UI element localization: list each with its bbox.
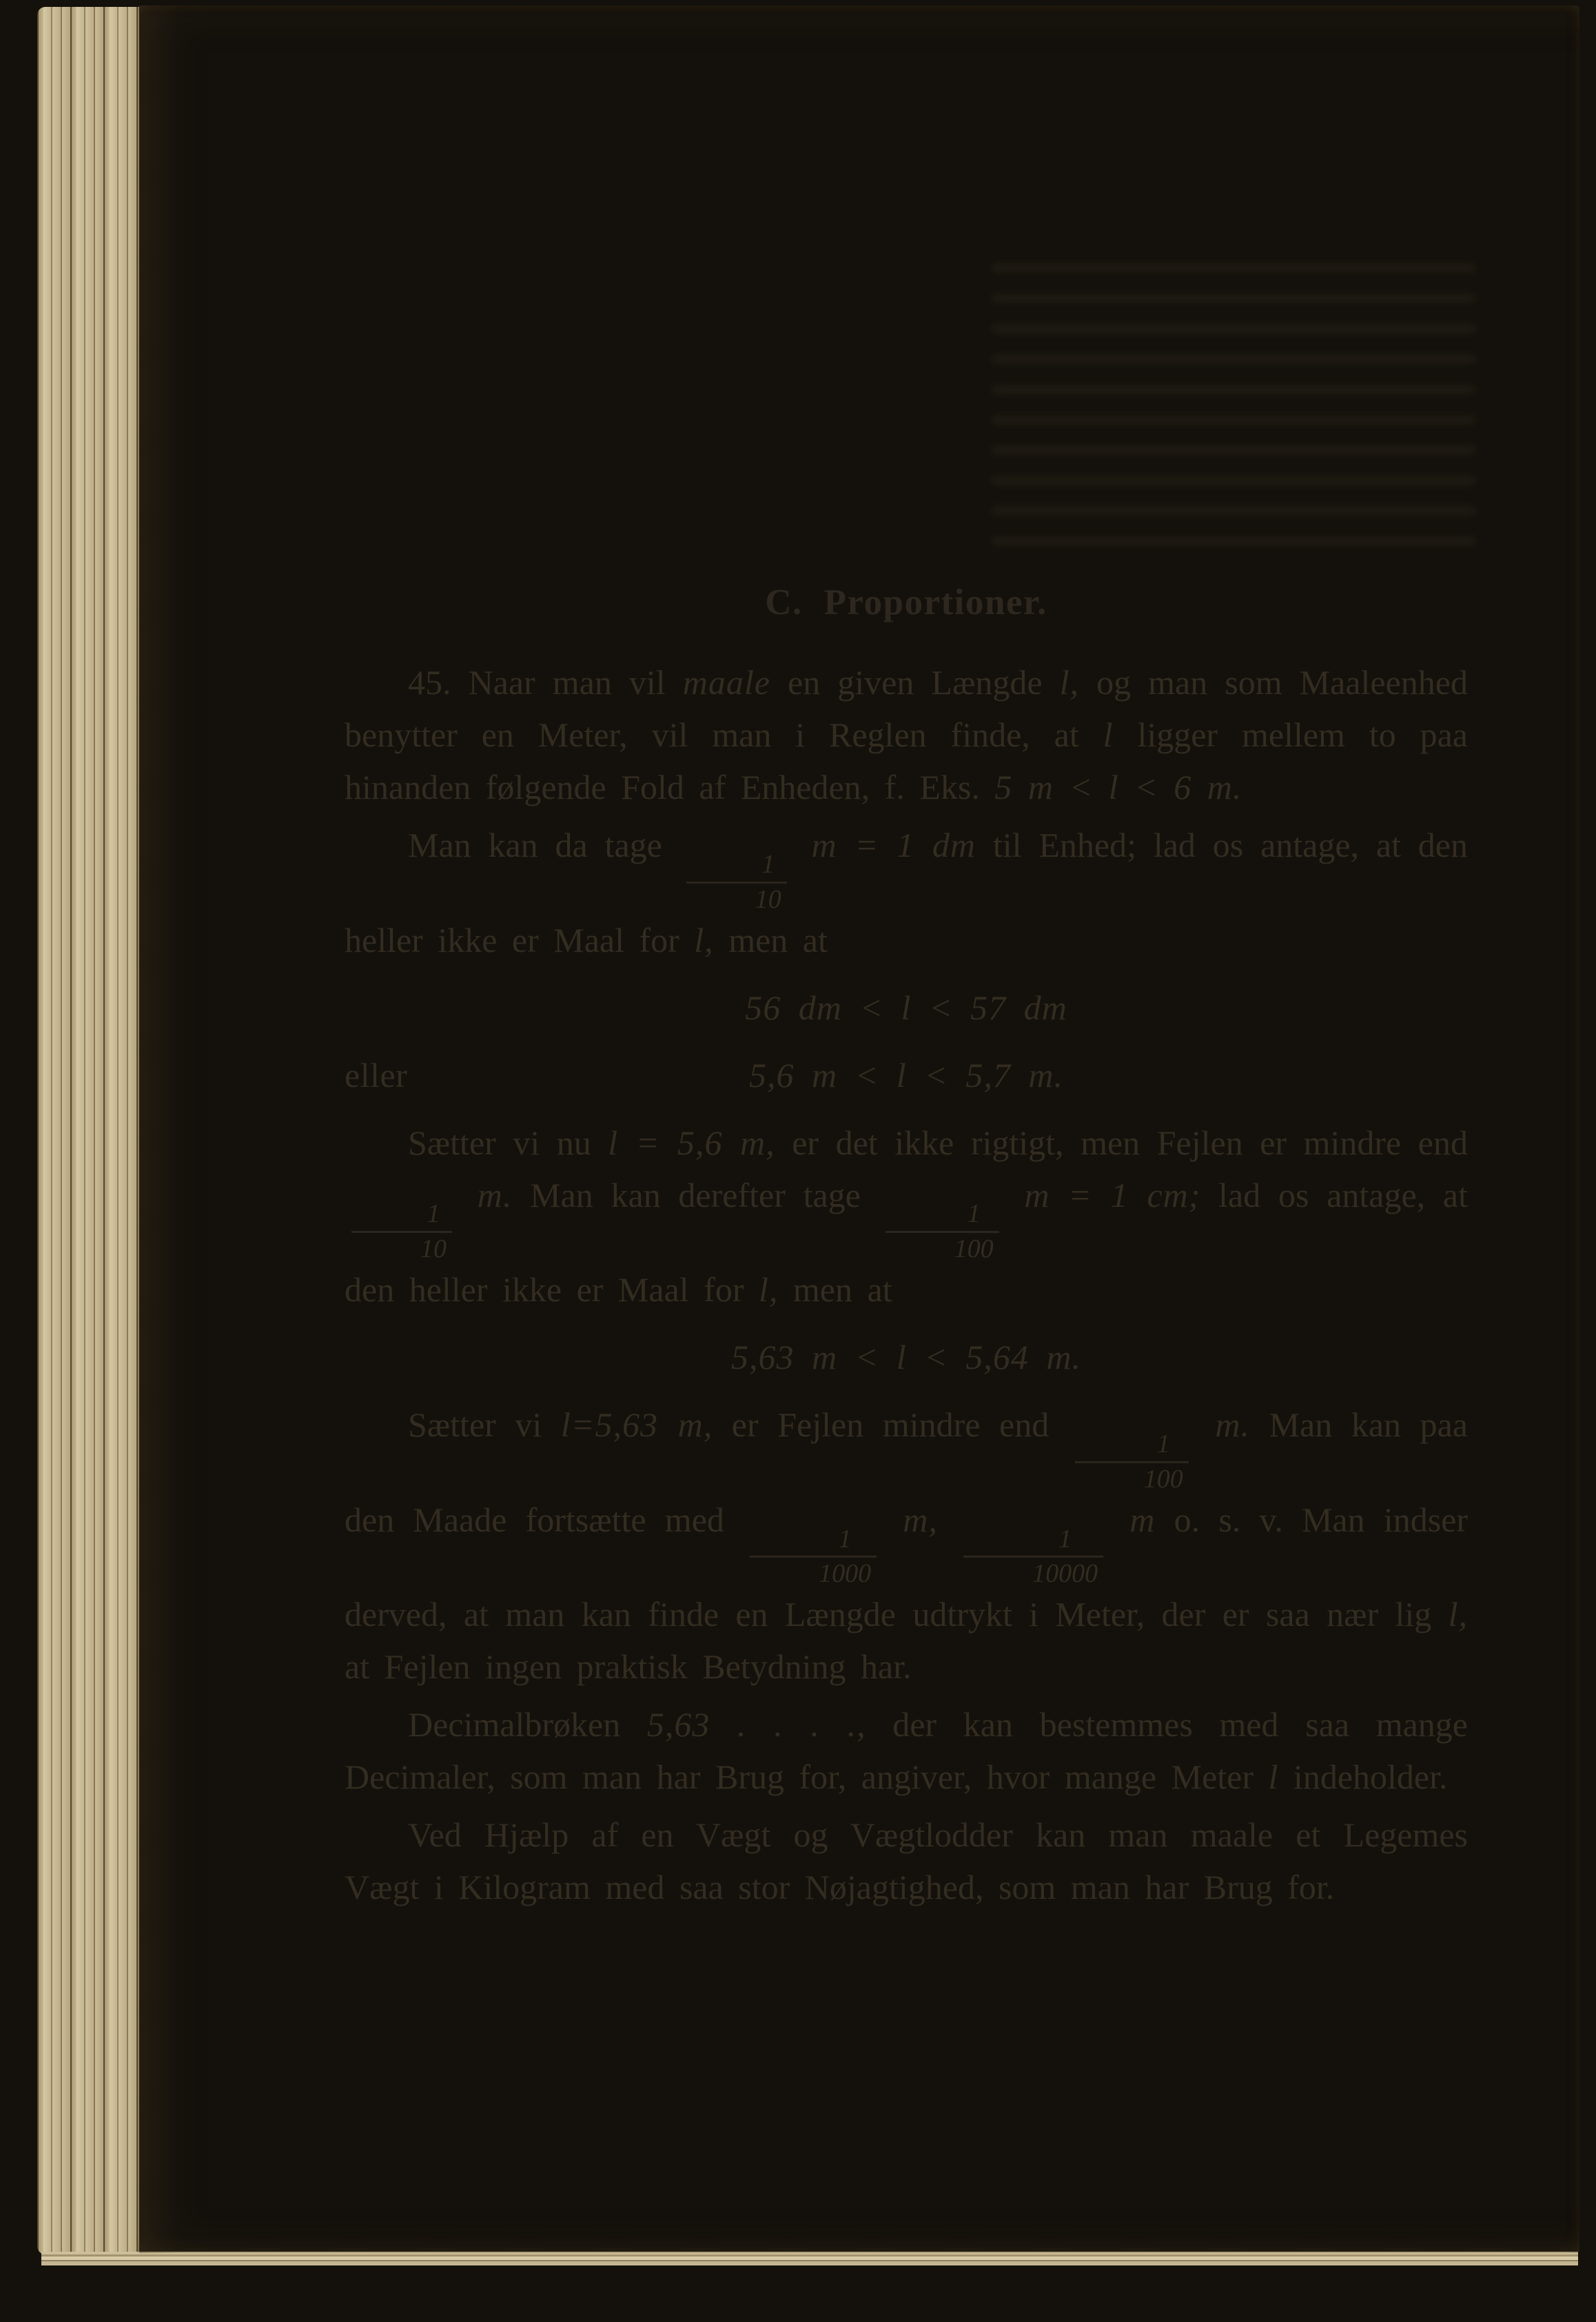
fraction — [750, 1526, 877, 1589]
fraction-numerator: 1 — [761, 849, 775, 879]
para-saetter-563: Sætter vi l=5,63 m, er Fejlen mindre end $\frac{1}{100}$ m. Man kan paa den Maade fortsætte med $\frac{1}{1000}$ m, $\frac{1}{10000}$ m o. s. v. Man indser derved, at man kan finde en Længde udtrykt i Meter, der er saa nær lig l, at Fejlen ingen praktisk Betydning har. — [345, 1405, 1469, 1687]
math-italic: l — [1268, 1758, 1279, 1797]
fraction-numerator: 1 — [838, 1524, 852, 1554]
book-bottom-edges — [41, 2252, 1578, 2265]
math-italic: m. — [459, 1175, 513, 1214]
fraction-denominator: 100 — [1075, 1461, 1189, 1494]
fraction-numerator: 1 — [1156, 1429, 1170, 1458]
fraction-numerator: 1 — [427, 1199, 440, 1229]
equation-dm — [345, 981, 1468, 1034]
math-italic: l, — [1448, 1595, 1468, 1634]
para-tage-enhed: Man kan da tage $\frac{1}{10}$ m = 1 dm til Enhed; lad os antage, at den heller ikke er Maal for l, men at — [345, 826, 1468, 959]
text-block — [345, 6, 1468, 1919]
equation-label: eller — [345, 1055, 408, 1094]
math-italic: l=5,63 m, — [560, 1405, 713, 1445]
fraction — [963, 1526, 1103, 1589]
fraction — [686, 851, 787, 914]
para-saetter-5-6: Sætter vi nu l = 5,6 m, er det ikke rigtigt, men Fejlen er mindre end $\frac{1}{10}$ m. Man kan derefter tage $\frac{1}{100}$ m = 1 cm; lad os antage, at den heller ikke er Maal for l, men at — [345, 1123, 1468, 1310]
math-italic: maale — [682, 663, 770, 702]
math-italic: 5 m < l < 6 m. — [994, 768, 1242, 806]
fraction-denominator: 10000 — [963, 1556, 1103, 1588]
fraction-denominator: 10 — [686, 882, 787, 914]
fraction-denominator: 100 — [886, 1231, 999, 1263]
math-italic: m — [1110, 1500, 1156, 1539]
math-italic: l = 5,6 m, — [608, 1123, 775, 1162]
para-decimalbroeken: Decimalbrøken 5,63 . . . ., der kan bestemmes med saa mange Decimaler, som man har Brug for, angiver, hvor mange Meter l indeholder. — [345, 1705, 1468, 1797]
equation-m — [345, 1049, 1468, 1101]
math-italic: m, — [883, 1500, 938, 1539]
book-page — [138, 6, 1579, 2253]
math-italic: m = 1 cm; — [1005, 1175, 1201, 1214]
section-heading: C. Proportioner. — [765, 582, 1047, 622]
equation-text: 5,63 m < l < 5,64 m. — [730, 1338, 1082, 1377]
fraction — [1075, 1431, 1189, 1494]
math-italic: l, — [758, 1270, 779, 1310]
equation-text: 5,6 m < l < 5,7 m. — [748, 1055, 1064, 1094]
math-italic: 5,63 . . . ., — [646, 1705, 866, 1744]
fraction — [886, 1201, 999, 1263]
fraction-denominator: 1000 — [750, 1556, 877, 1588]
equation-563 — [345, 1331, 1468, 1383]
equation-text: 56 dm < l < 57 dm — [745, 988, 1067, 1027]
fraction-numerator: 1 — [967, 1199, 981, 1229]
math-italic: m = 1 dm — [793, 826, 976, 864]
fraction-denominator: 10 — [351, 1231, 452, 1263]
math-italic: l, — [694, 920, 714, 959]
math-italic: l, — [1059, 663, 1079, 702]
math-italic: m. — [1195, 1405, 1250, 1445]
para-45-intro: 45. Naar man vil maale en given Længde l, og man som Maaleenhed benytter en Meter, vil man i Reglen finde, at l ligger mellem to paa hinanden følgende Fold af Enheden, f. Eks. 5 m < l < 6 m. — [345, 663, 1468, 806]
body-blocks — [345, 656, 1468, 1913]
book-page-edges — [37, 7, 139, 2254]
math-italic: l — [1103, 715, 1114, 754]
fraction-numerator: 1 — [1058, 1524, 1072, 1554]
para-vaegt: Ved Hjælp af en Vægt og Vægtlodder kan man maale et Legemes Vægt i Kilogram med saa stor Nøjagtighed, som man har Brug for. — [345, 1815, 1468, 1907]
fraction — [351, 1201, 452, 1263]
